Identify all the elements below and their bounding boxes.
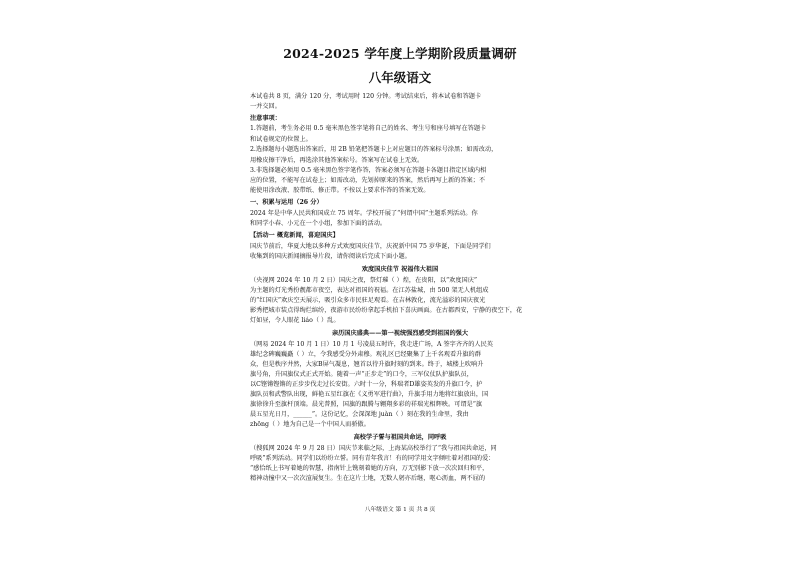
- notice-line: 能使用涂改液、胶带纸、修正带。不按以上要求作答的答案无效。: [250, 187, 430, 194]
- intro-line: 本试卷共 8 页，满分 120 分，考试用时 120 分钟。考试结束后，将本试卷和答题卡: [250, 93, 482, 100]
- notice-line: 和试卷规定的位置上。: [250, 136, 312, 143]
- exam-page: [240, 44, 560, 552]
- activity1-line: 收集到的国庆新闻摘报导片段，请你阅读后完成下面小题。: [250, 253, 411, 260]
- news2-line: 旗徐徐升至旗杆顶端。晨光普照，国旗的跟腾与翱翔多彩的祥瑞光相辉映。可谓是“旗: [250, 401, 483, 408]
- news2-line: 晨五星光日月，______”。这份记忆，会深深地 juàn（ ）刻在我的生命里，我由: [250, 411, 469, 418]
- news1-line: 为主题的灯光秀扮靓都市夜空，表达对祖国的祝福。在江苏盐城，由 500 架无人机组成: [250, 287, 489, 294]
- notice-line: 用橡皮擦干净后，再选涂其他答案标号。答案写在试卷上无效。: [250, 157, 424, 164]
- news2-line: 旗号角，升国旗仪式正式开始。随着一声“正步走”的口令，三军仪仗队护旗队员，: [250, 371, 473, 378]
- section1-line: 和同学小春、小元在一个小组，参加下面的活动。: [250, 220, 387, 227]
- news2-line: 旗队员和武警队出现，鲜艳五星红旗在《义勇军进行曲》，升旗手用力地将红旗放出，国: [250, 391, 489, 398]
- page-footer: 八年级语文 第 1 页 共 8 页: [364, 507, 436, 513]
- news3-line: （搜狐网 2024 年 9 月 28 日）国庆节来临之际，上海某高校举行了“我与祖国共命运，同: [250, 445, 497, 452]
- news3-line: “感恰纸上书写着她的智慧，指南针上镌刻着她的方向，万无别影下放一次次回归和平，: [250, 465, 489, 472]
- notice-heading: 注意事项：: [250, 115, 281, 122]
- news1-line: （央视网 2024 年 10 月 2 日）国庆之夜，祭灯璀（ ）煌，在贵阳，以“欢度国庆”: [250, 277, 478, 284]
- news1-line: 灯如昼，令人眼花 liáo（ ）乱。: [250, 317, 340, 324]
- intro-line: 一并交回。: [250, 103, 281, 110]
- news2-line: 以C铿锵铿锵的正步步伐走过长安街。六时十一分，科瑞者D雄姿英发的升旗口令，护: [250, 381, 483, 388]
- news3-line: 呼吸”系列活动。同学们以纷纷立誓。同有青年我言！有的同学用文字倾吐着对祖国的爱：: [250, 455, 495, 462]
- activity1-line: 国庆节前后，华夏大地以多种方式欢度国庆佳节，庆祝新中国 75 岁华诞，下面是同学们: [250, 243, 491, 250]
- section1-line: 2024 年是中华人民共和国成立 75 周年。学校开展了“何谓中国”主题系列活动。你: [250, 210, 478, 217]
- news2-line: 雄纪念碑巍巍矗（ ）立，令我感受分外肃穆。观礼区已经聚集了上千名观看升旗的群: [250, 351, 481, 358]
- exam-subtitle: 八年级语文: [368, 70, 432, 85]
- activity1-heading: 【活动一 概览新闻，喜迎国庆】: [250, 232, 339, 239]
- notice-line: 2.选择题每小题选出答案后，用 2B 铅笔把答题卡上对应题目的答案标号涂黑；如需改动，: [250, 146, 498, 153]
- news2-title: 亲历国庆盛典——第一视统强烈感受到祖国的强大: [331, 330, 469, 337]
- notice-line: 3.非选择题必须用 0.5 毫米黑色签字笔作答，答案必须写在答题卡各题目指定区域内相: [250, 167, 487, 174]
- section1-heading: 一、积累与运用（26 分）: [250, 199, 323, 206]
- news1-title: 欢度国庆佳节 祝福伟大祖国: [361, 266, 439, 273]
- news2-line: 众，但是秩序井然，大家B屏气凝息，翘首以待升旗时刻的到来。终于，城楼上吹响升: [250, 361, 484, 368]
- news1-line: 影秀把城市装点得绚烂缤纷，夜游市民纷纷拿起手机拍下喜庆画面。在古都西安，宁静的夜空下，花: [250, 307, 523, 314]
- news2-line: zhōng（ ）地为自己是一个中国人而骄傲。: [250, 421, 370, 428]
- news1-line: 的“红国庆”欢庆空天展示，吸引众多市民驻足观看。在吉林敦化，流光溢彩的国庆夜光: [250, 297, 486, 304]
- news3-line: 精神动撞中又一次次渲展复生。生在这片土地，无数人躬亦后继，呕心沥血，两不屈的: [250, 475, 486, 482]
- news2-line: （网易 2024 年 10 月 1 日）10 月 1 号凌晨五时许，我走进广场，A 签字齐齐的人民英: [250, 341, 493, 348]
- exam-title: 2024-2025 学年度上学期阶段质量调研: [283, 46, 517, 61]
- notice-line: 1.答题前，考生务必用 0.5 毫米黑色签字笔将自己的姓名、考生号和座号填写在答题卡: [250, 125, 487, 132]
- news3-title: 高校学子誓与祖国共命运，同呼吸: [353, 434, 447, 441]
- notice-line: 应的位置，不能写在试卷上；如需改动，先划掉原来的答案，然后再写上新的答案；不: [250, 177, 486, 184]
